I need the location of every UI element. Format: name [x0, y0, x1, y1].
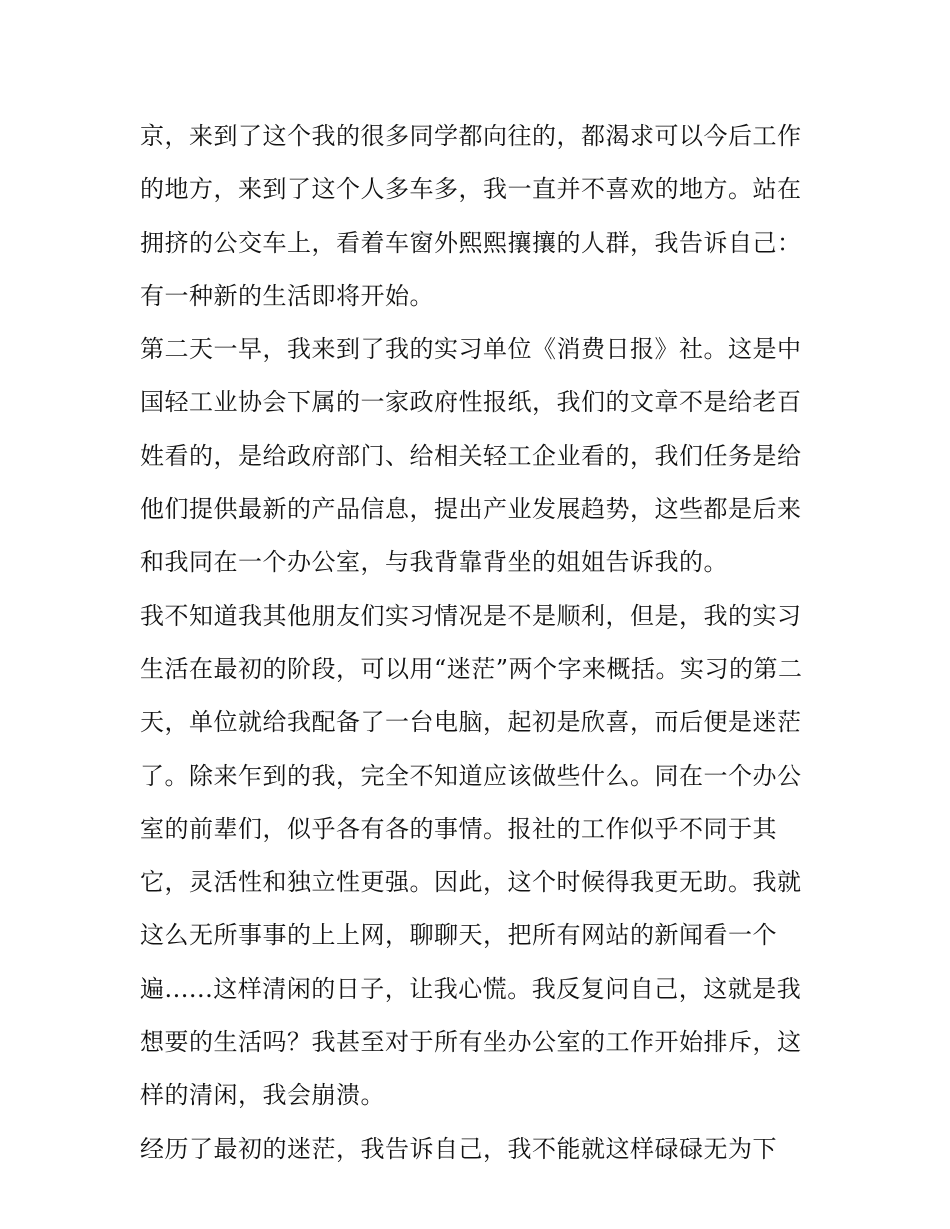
- body-text: [140, 110, 820, 1176]
- text-line: 它，灵活性和独立性更强。因此，这个时候得我更无助。我就: [140, 868, 802, 897]
- text-line: 这么无所事事的上上网，聊聊天，把所有网站的新闻看一个: [140, 921, 777, 950]
- text-line: 经历了最初的迷茫，我告诉自己，我不能就这样碌碌无为下: [140, 1134, 777, 1163]
- text-line: 的地方，来到了这个人多车多，我一直并不喜欢的地方。站在: [140, 175, 802, 204]
- text-line: 京，来到了这个我的很多同学都向往的，都渴求可以今后工作: [140, 122, 802, 150]
- text-line: 姓看的，是给政府部门、给相关轻工企业看的，我们任务是给: [140, 441, 802, 470]
- text-line: 拥挤的公交车上，看着车窗外熙熙攘攘的人群，我告诉自己：: [140, 228, 802, 257]
- text-line: 天，单位就给我配备了一台电脑，起初是欣喜，而后便是迷茫: [140, 708, 802, 737]
- text-line: 室的前辈们，似乎各有各的事情。报社的工作似乎不同于其: [140, 814, 777, 843]
- text-line: 了。除来乍到的我，完全不知道应该做些什么。同在一个办公: [140, 761, 802, 790]
- text-line: 我不知道我其他朋友们实习情况是不是顺利，但是，我的实习: [140, 601, 802, 630]
- text-line: 有一种新的生活即将开始。: [140, 281, 434, 310]
- text-line: 国轻工业协会下属的一家政府性报纸，我们的文章不是给老百: [140, 388, 802, 417]
- text-line: 生活在最初的阶段，可以用“迷茫”两个字来概括。实习的第二: [140, 654, 803, 683]
- text-line: 他们提供最新的产品信息，提出产业发展趋势，这些都是后来: [140, 495, 802, 524]
- text-line: 想要的生活吗？我甚至对于所有坐办公室的工作开始排斥，这: [140, 1028, 802, 1057]
- text-line: 样的清闲，我会崩溃。: [140, 1081, 385, 1110]
- text-line: 和我同在一个办公室，与我背靠背坐的姐姐告诉我的。: [140, 548, 728, 577]
- text-line: 遍......这样清闲的日子，让我心慌。我反复问自己，这就是我: [140, 974, 802, 1003]
- text-line: 第二天一早，我来到了我的实习单位《消费日报》社。这是中: [140, 335, 802, 364]
